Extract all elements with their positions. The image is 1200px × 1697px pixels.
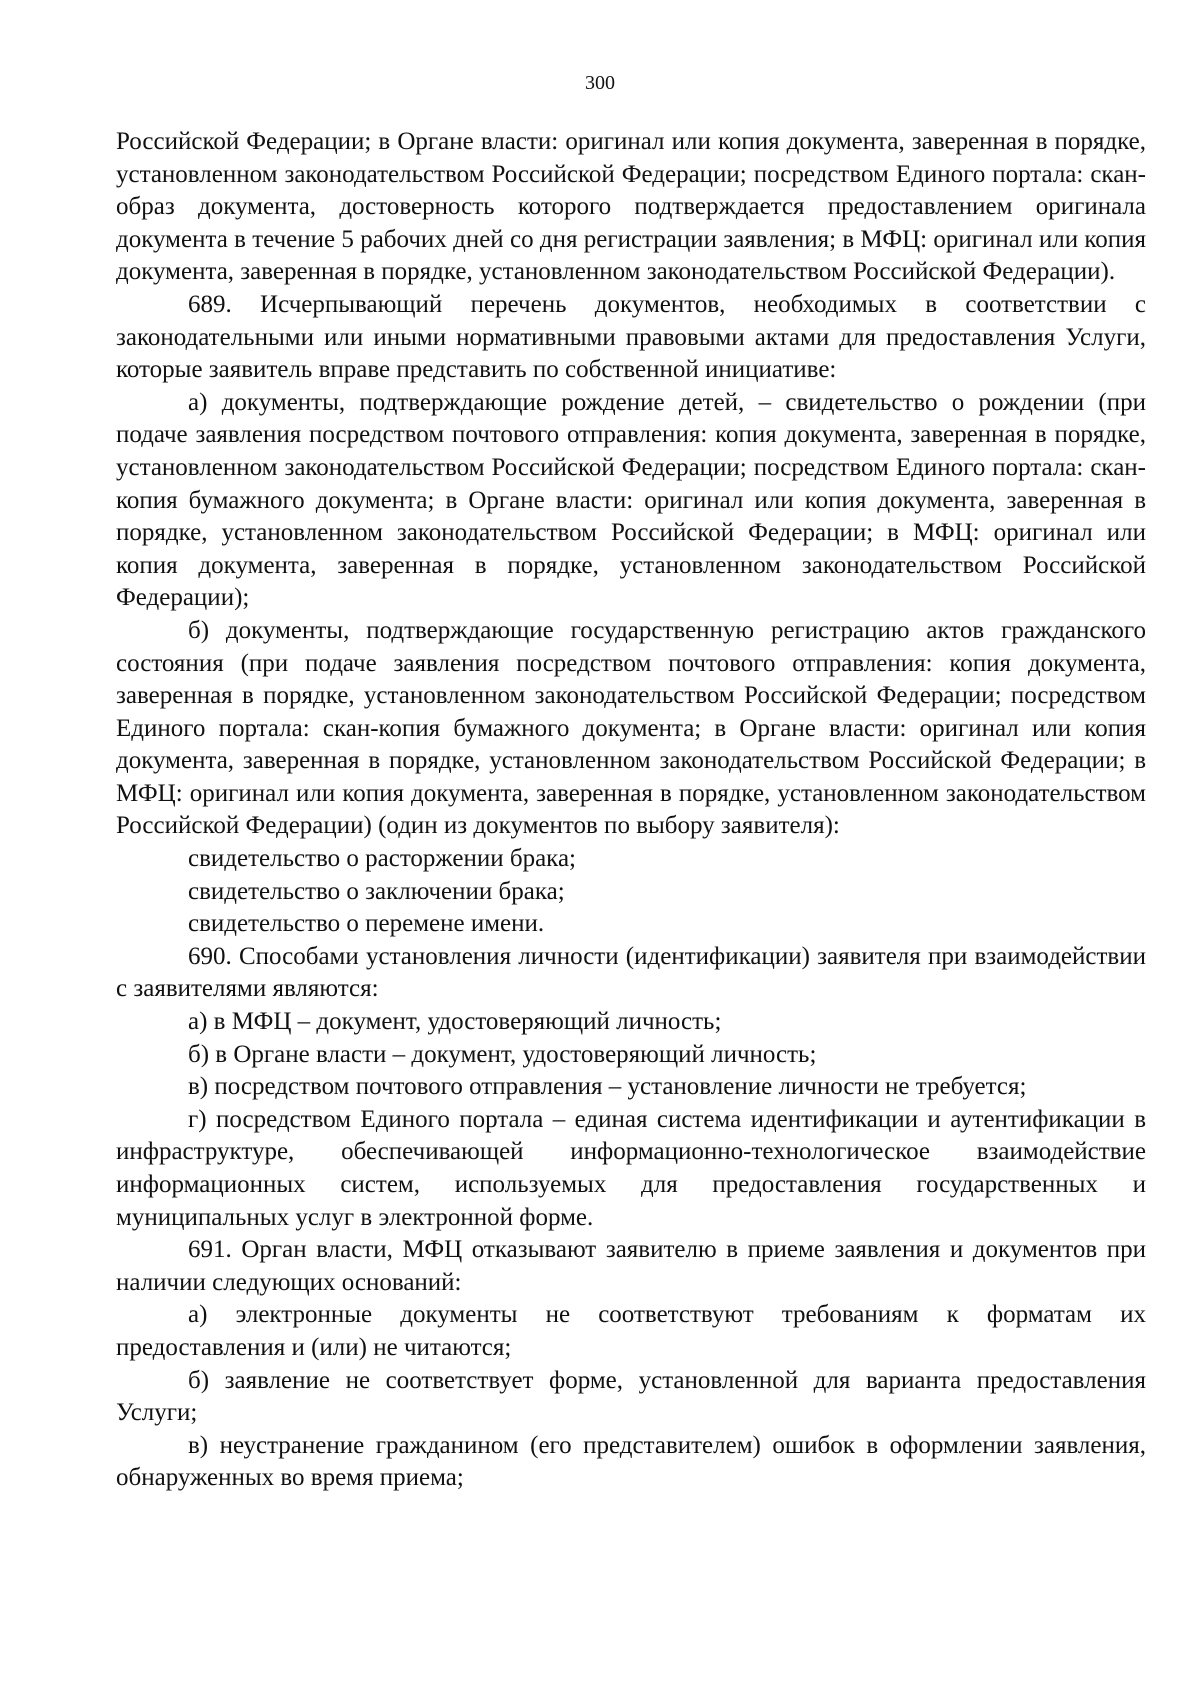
- page-number: 300: [585, 72, 615, 94]
- paragraph-690-v: в) посредством почтового отправления – установление личности не требуется;: [188, 1073, 1027, 1101]
- paragraph-690-b: б) в Органе власти – документ, удостоверяющий личность;: [188, 1040, 817, 1068]
- paragraph-689: 689. Исчерпывающий перечень документов, необходимых в соответствии с законодательными или иными нормативными правовыми актами для предоставления Услуги, которые заявитель вправе представить по собственной инициативе:: [116, 290, 1146, 384]
- list-item-marriage-certificate: свидетельство о заключении брака;: [188, 877, 565, 905]
- paragraph-690-a: а) в МФЦ – документ, удостоверяющий личность;: [188, 1008, 722, 1036]
- paragraph-690-g: г) посредством Единого портала – единая система идентификации и аутентификации в инфраструктуре, обеспечивающей информационно-технологическое взаимодействие информационных систем, используемых для предоставления государственных и муниципальных услуг в электронной форме.: [116, 1105, 1146, 1231]
- document-body: [116, 126, 1146, 1495]
- paragraph-691-a: а) электронные документы не соответствуют требованиям к форматам их предоставления и (или) не читаются;: [116, 1301, 1146, 1361]
- list-item-divorce-certificate: свидетельство о расторжении брака;: [188, 845, 576, 873]
- paragraph-691: 691. Орган власти, МФЦ отказывают заявителю в приеме заявления и документов при наличии следующих оснований:: [116, 1236, 1146, 1296]
- paragraph-689-b: б) документы, подтверждающие государственную регистрацию актов гражданского состояния (при подаче заявления посредством почтового отправления: копия документа, заверенная в порядке, установленном законодательством Российской Федерации; посредством Единого портала: скан-копия бумажного документа; в Органе власти: оригинал или копия документа, заверенная в порядке, установленном законодательством Российской Федерации; в МФЦ: оригинал или копия документа, заверенная в порядке, установленном законодательством Российской Федерации) (один из документов по выбору заявителя):: [116, 616, 1146, 840]
- paragraph-690: 690. Способами установления личности (идентификации) заявителя при взаимодействии с заявителями являются:: [116, 942, 1146, 1003]
- paragraph-691-v: в) неустранение гражданином (его представителем) ошибок в оформлении заявления, обнаруженных во время приема;: [116, 1431, 1146, 1492]
- paragraph-691-b: б) заявление не соответствует форме, установленной для варианта предоставления Услуги;: [116, 1366, 1146, 1427]
- paragraph-689-a: а) документы, подтверждающие рождение детей, – свидетельство о рождении (при подаче заявления посредством почтового отправления: копия документа, заверенная в порядке, установленном законодательством Российской Федерации; посредством Единого портала: скан-копия бумажного документа; в Органе власти: оригинал или копия документа, заверенная в порядке, установленном законодательством Российской Федерации; в МФЦ: оригинал или копия документа, заверенная в порядке, установленном законодательством Российской Федерации);: [116, 388, 1146, 612]
- list-item-name-change-certificate: свидетельство о перемене имени.: [188, 910, 545, 938]
- paragraph-continuation: Российской Федерации; в Органе власти: оригинал или копия документа, заверенная в порядке, установленном законодательством Российской Федерации; посредством Единого портала: скан-образ документа, достоверность которого подтверждается предоставлением оригинала документа в течение 5 рабочих дней со дня регистрации заявления; в МФЦ: оригинал или копия документа, заверенная в порядке, установленном законодательством Российской Федерации).: [116, 128, 1146, 286]
